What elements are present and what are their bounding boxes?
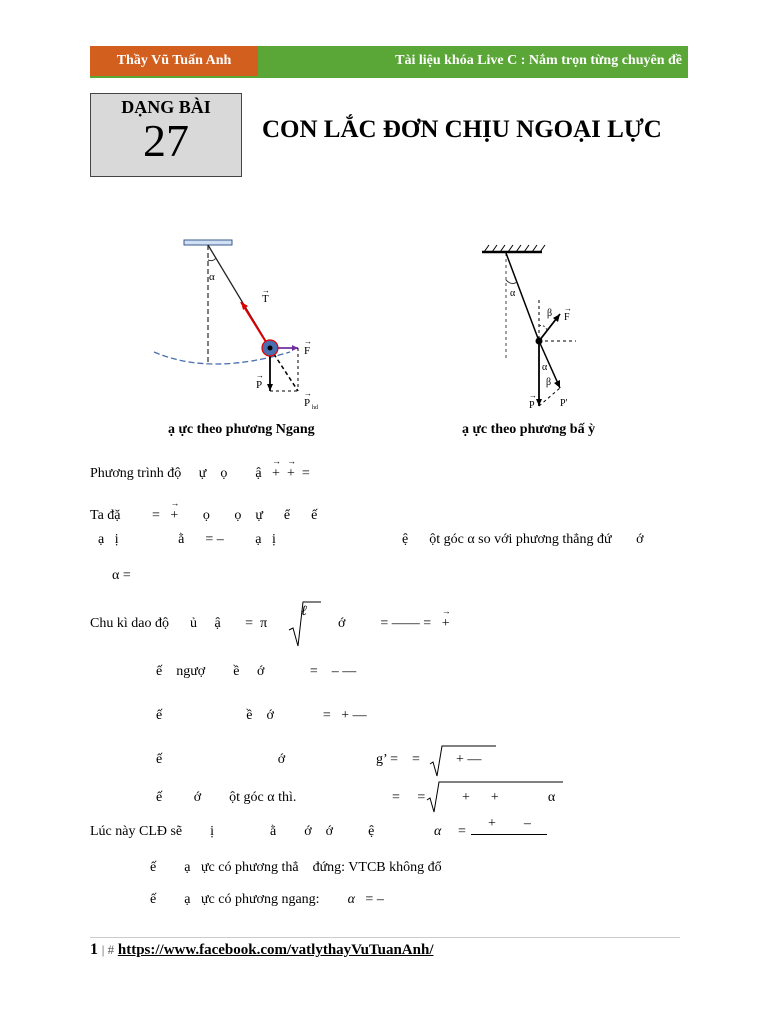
- header-author: Thầy Vũ Tuấn Anh: [90, 46, 258, 76]
- line-10: Lúc này CLĐ sẽ ị ằ ớ ớ ệ: [90, 824, 375, 839]
- line-9-rad: + + α: [462, 790, 556, 805]
- header-divider: [90, 76, 688, 78]
- svg-text:→: →: [564, 304, 572, 313]
- pendulum-arbitrary-force-figure: [476, 240, 596, 415]
- line-4: α =: [112, 568, 131, 583]
- svg-text:→: →: [256, 371, 264, 380]
- force-label: F: [304, 345, 311, 357]
- svg-text:→: →: [304, 337, 312, 346]
- beta-label-top: β: [547, 308, 553, 319]
- badge-number: 27: [143, 115, 189, 166]
- line-11: ế ạ ực có phương thẳ đứng: VTCB không đổ: [150, 860, 442, 875]
- line-9-right: = =: [392, 790, 426, 805]
- weight-arrowhead: [267, 384, 273, 391]
- line-10-formula: α: [434, 824, 442, 839]
- apparent-weight-subscript: hd: [312, 405, 318, 411]
- fraction-bar: [471, 834, 547, 835]
- alpha-label-lower: α: [542, 362, 548, 373]
- angle-arc: [208, 258, 216, 261]
- line-12: ế ạ ực có phương ngang: α = –: [150, 892, 384, 907]
- line-9: ế ớ ột góc α thì.: [156, 790, 297, 805]
- angle-arc-beta-top: [539, 326, 547, 331]
- resultant-label: P': [560, 398, 568, 409]
- alpha-label: α: [510, 288, 516, 299]
- footer-divider: [90, 937, 680, 938]
- line-8-right: g’ = =: [376, 752, 420, 767]
- line-10-eq: =: [458, 824, 466, 839]
- facebook-link[interactable]: https://www.facebook.com/vatlythayVuTuanAnh/: [117, 942, 434, 958]
- lesson-badge: [90, 93, 242, 177]
- caption-horizontal-force: ạ ực theo phương Ngang: [168, 422, 315, 437]
- line-2: Ta đặ = → + ọ ọ ự ể ế: [90, 508, 317, 524]
- header-course: Tài liệu khóa Live C : Nắm trọn từng chuyên đề: [258, 46, 688, 76]
- footer: [90, 941, 433, 959]
- page-title: CON LẮC ĐƠN CHỊU NGOẠI LỰC: [262, 116, 662, 143]
- ceiling-support: [184, 240, 232, 245]
- line-8-rad: + —: [456, 752, 482, 767]
- badge-label: DẠNG BÀI: [121, 97, 211, 117]
- weight-label: P: [256, 379, 263, 391]
- line-3: ạ ị ằ = – ạ ị: [98, 532, 276, 547]
- line-6: ế ngượ ề ớ = – —: [156, 664, 357, 679]
- ell-symbol: ℓ: [301, 604, 307, 619]
- line-10-num: + –: [488, 816, 531, 831]
- beta-label-bottom: β: [546, 377, 552, 388]
- pendulum-horizontal-force-figure: [150, 236, 330, 416]
- weight-label: P: [529, 400, 535, 411]
- tension-label: T: [262, 293, 269, 305]
- line-7: ế ề ớ = + —: [156, 708, 367, 723]
- weight-arrowhead: [536, 399, 542, 406]
- pendulum-bob: [536, 338, 543, 345]
- svg-text:→: →: [304, 389, 312, 398]
- page-number: 1: [90, 941, 98, 958]
- line-1: Phương trình độ ự ọ ậ → + → + =: [90, 466, 310, 482]
- svg-text:→: →: [262, 286, 270, 295]
- apparent-weight-label: P: [304, 397, 311, 409]
- svg-text:→: →: [529, 391, 537, 400]
- line-3-right: ệ ột góc α so với phương thẳng đứ ớ: [402, 532, 644, 547]
- force-label: F: [564, 312, 570, 323]
- footer-separator: | #: [101, 942, 115, 957]
- line-5: Chu kì dao độ ủ ậ = π: [90, 616, 268, 631]
- angle-arc-alpha: [506, 280, 517, 284]
- caption-arbitrary-force: ạ ực theo phương bấ ỳ: [462, 422, 596, 437]
- alpha-label: α: [209, 271, 215, 283]
- line-8: ế ớ: [156, 752, 286, 767]
- force-arrowhead: [292, 345, 298, 351]
- line-5-right: ớ = —— = → +: [338, 616, 450, 632]
